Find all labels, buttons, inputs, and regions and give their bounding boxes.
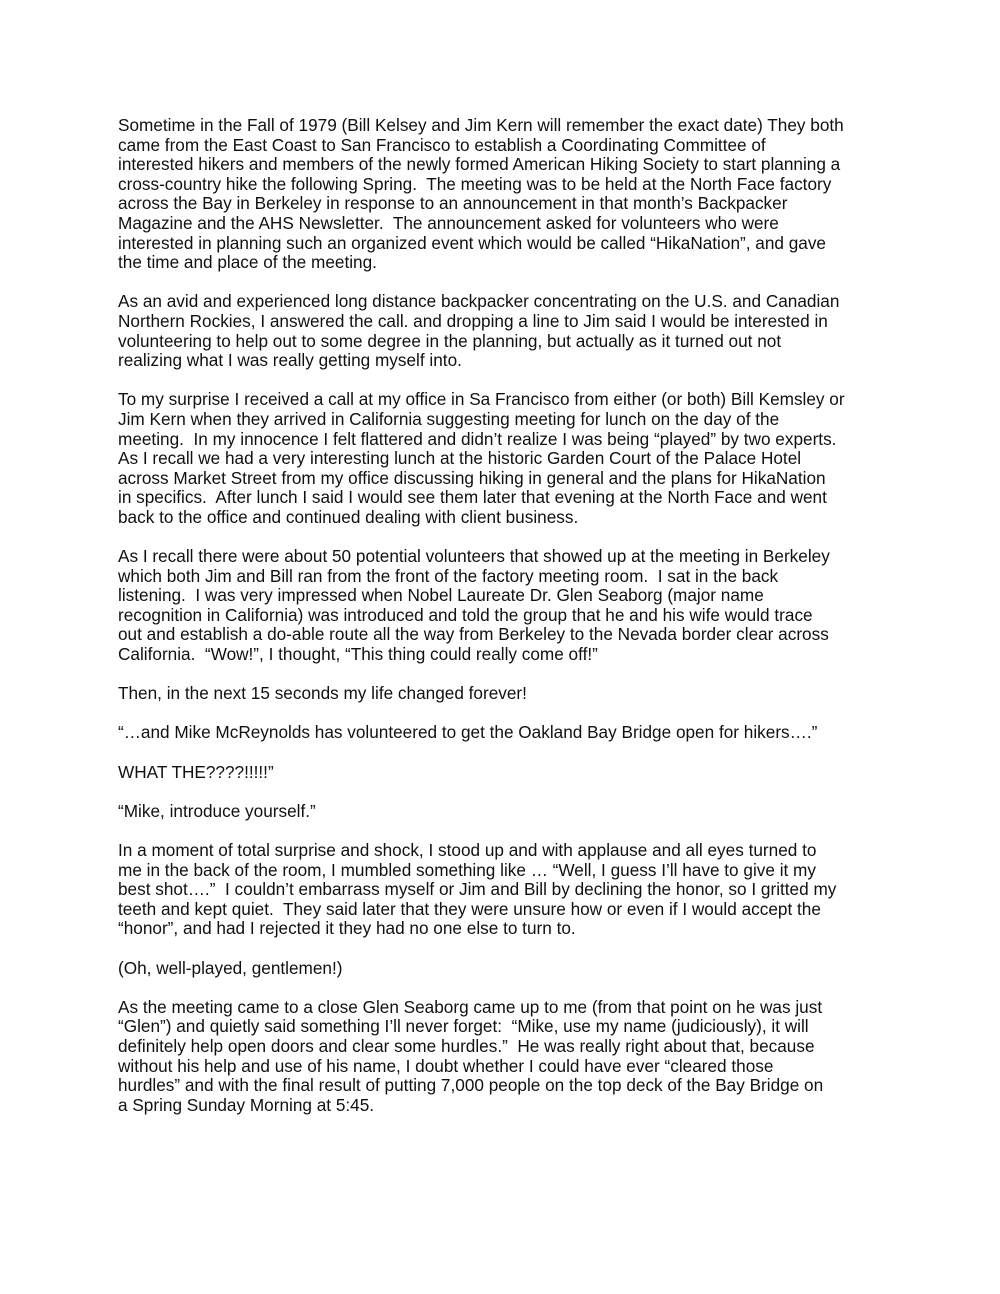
text-line: Sometime in the Fall of 1979 (Bill Kelsey and Jim Kern will remember the exact date) They both	[118, 115, 844, 135]
text-line: interested hikers and members of the newly formed American Hiking Society to start planning a	[118, 154, 841, 175]
text-line: listening. I was very impressed when Nobel Laureate Dr. Glen Seaborg (major name	[118, 585, 764, 606]
text-line: in specifics. After lunch I said I would see them later that evening at the North Face and went	[118, 487, 827, 508]
text-line: As I recall we had a very interesting lunch at the historic Garden Court of the Palace Hotel	[118, 448, 802, 469]
text-line: out and establish a do-able route all the way from Berkeley to the Nevada border clear across	[118, 624, 829, 645]
text-line: As an avid and experienced long distance backpacker concentrating on the U.S. and Canadian	[118, 291, 840, 312]
text-line: interested in planning such an organized event which would be called “HikaNation”, and gave	[118, 232, 826, 253]
paragraph-7	[118, 763, 918, 783]
text-line: “honor”, and had I rejected it they had no one else to turn to.	[118, 918, 576, 939]
text-line: without his help and use of his name, I doubt whether I could have ever “cleared those	[118, 1055, 774, 1076]
paragraph-6	[118, 723, 918, 743]
text-line: To my surprise I received a call at my office in Sa Francisco from either (or both) Bill Kemsley or	[118, 389, 845, 410]
text-line: realizing what I was really getting myself into.	[118, 350, 462, 371]
text-line: WHAT THE????!!!!!”	[118, 761, 274, 782]
paragraph-3	[118, 390, 918, 527]
text-line: Jim Kern when they arrived in California suggesting meeting for lunch on the day of the	[118, 408, 780, 429]
text-line: meeting. In my innocence I felt flattered and didn’t realize I was being “played” by two experts.	[118, 428, 837, 449]
text-line: came from the East Coast to San Francisco to establish a Coordinating Committee of	[118, 134, 766, 155]
text-line: hurdles” and with the final result of putting 7,000 people on the top deck of the Bay Bridge on	[118, 1075, 824, 1096]
text-line: a Spring Sunday Morning at 5:45.	[118, 1094, 375, 1115]
text-line: best shot….” I couldn’t embarrass myself or Jim and Bill by declining the honor, so I gritted my	[118, 879, 837, 900]
text-line: across Market Street from my office discussing hiking in general and the plans for HikaNation	[118, 467, 826, 488]
text-line: definitely help open doors and clear some hurdles.” He was really right about that, because	[118, 1035, 815, 1056]
text-line: back to the office and continued dealing with client business.	[118, 506, 579, 527]
text-line: across the Bay in Berkeley in response to an announcement in that month’s Backpacker	[118, 193, 788, 214]
text-line: “Glen”) and quietly said something I’ll never forget: “Mike, use my name (judiciously), it will	[118, 1016, 809, 1037]
text-line: cross-country hike the following Spring. The meeting was to be held at the North Face factory	[118, 173, 832, 194]
document-body	[118, 116, 918, 1135]
text-line: recognition in California) was introduced and told the group that he and his wife would trace	[118, 604, 813, 625]
text-line: Magazine and the AHS Newsletter. The announcement asked for volunteers who were	[118, 212, 779, 233]
paragraph-1	[118, 116, 918, 273]
paragraph-9	[118, 841, 918, 939]
text-line: As I recall there were about 50 potential volunteers that showed up at the meeting in Berkeley	[118, 546, 830, 567]
paragraph-5	[118, 684, 918, 704]
paragraph-10	[118, 959, 918, 979]
text-line: In a moment of total surprise and shock, I stood up and with applause and all eyes turned to	[118, 839, 817, 860]
text-line: “Mike, introduce yourself.”	[118, 800, 316, 821]
text-line: “…and Mike McReynolds has volunteered to get the Oakland Bay Bridge open for hikers….”	[118, 722, 818, 743]
paragraph-8	[118, 802, 918, 822]
paragraph-2	[118, 292, 918, 370]
text-line: Northern Rockies, I answered the call. and dropping a line to Jim said I would be interested in	[118, 310, 828, 331]
text-line: As the meeting came to a close Glen Seaborg came up to me (from that point on he was just	[118, 996, 823, 1017]
paragraph-11	[118, 998, 918, 1116]
text-line: me in the back of the room, I mumbled something like … “Well, I guess I’ll have to give it my	[118, 859, 816, 880]
text-line: volunteering to help out to some degree in the planning, but actually as it turned out not	[118, 330, 782, 351]
text-line: (Oh, well-played, gentlemen!)	[118, 957, 343, 978]
text-line: which both Jim and Bill ran from the front of the factory meeting room. I sat in the back	[118, 565, 779, 586]
text-line: teeth and kept quiet. They said later that they were unsure how or even if I would accept the	[118, 898, 821, 919]
paragraph-4	[118, 547, 918, 665]
text-line: the time and place of the meeting.	[118, 252, 377, 273]
text-line: Then, in the next 15 seconds my life changed forever!	[118, 683, 527, 704]
text-line: California. “Wow!”, I thought, “This thing could really come off!”	[118, 644, 598, 665]
